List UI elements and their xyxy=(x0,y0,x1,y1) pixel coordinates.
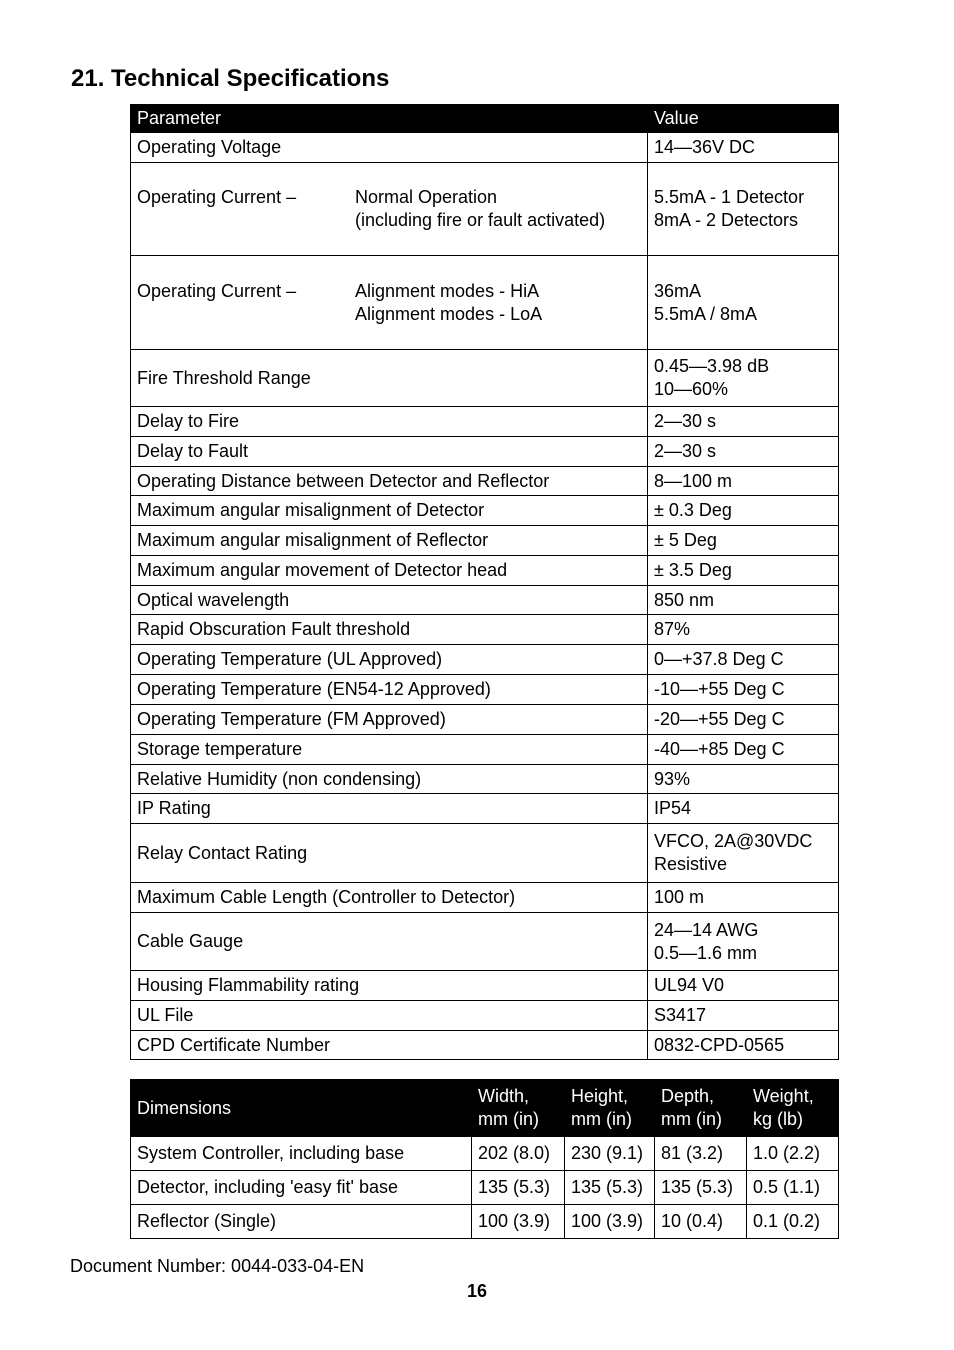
parameter-cell: Rapid Obscuration Fault threshold xyxy=(131,615,648,645)
header-width xyxy=(472,1080,565,1137)
parameter-label: Operating Current – xyxy=(137,187,297,207)
value-line: 5.5mA / 8mA xyxy=(654,303,758,324)
value-cell: 0—+37.8 Deg C xyxy=(648,645,839,675)
header-dimensions: Dimensions xyxy=(131,1080,472,1137)
parameter-cell: Fire Threshold Range xyxy=(131,350,648,407)
table-row xyxy=(131,971,839,1001)
table-row xyxy=(131,1137,839,1171)
mode-text xyxy=(355,280,542,326)
table-row-relay-contact xyxy=(131,824,839,883)
document-number: Document Number: 0044-033-04-EN xyxy=(70,1256,365,1276)
parameter-cell: Housing Flammability rating xyxy=(131,971,648,1001)
depth-cell: 10 (0.4) xyxy=(655,1205,747,1239)
value-cell: ± 3.5 Deg xyxy=(648,556,839,586)
value-cell: 850 nm xyxy=(648,586,839,615)
table-row xyxy=(131,437,839,467)
value-cell: -10—+55 Deg C xyxy=(648,675,839,705)
width-cell: 100 (3.9) xyxy=(472,1205,565,1239)
table-row xyxy=(131,586,839,615)
value-cell xyxy=(648,163,839,256)
width-cell: 135 (5.3) xyxy=(472,1171,565,1205)
value-cell xyxy=(648,256,839,350)
value-cell: 93% xyxy=(648,765,839,794)
parameter-label: Operating Current – xyxy=(137,280,297,301)
height-cell: 135 (5.3) xyxy=(565,1171,655,1205)
weight-cell: 1.0 (2.2) xyxy=(747,1137,839,1171)
parameter-cell: Maximum angular misalignment of Reflector xyxy=(131,526,648,556)
parameter-cell: Maximum Cable Length (Controller to Detector) xyxy=(131,883,648,913)
parameter-cell: Operating Temperature (EN54-12 Approved) xyxy=(131,675,648,705)
header-line: Weight, xyxy=(753,1086,814,1106)
table-row xyxy=(131,133,839,163)
value-cell: 2—30 s xyxy=(648,407,839,437)
page-number: 16 xyxy=(466,1281,488,1301)
header-line: Width, xyxy=(478,1086,530,1106)
value-cell: S3417 xyxy=(648,1001,839,1031)
header-line: Depth, xyxy=(661,1086,715,1106)
parameter-cell: Operating Voltage xyxy=(131,133,648,163)
mode-line: Alignment modes - HiA xyxy=(355,280,540,301)
parameter-cell: Operating Temperature (FM Approved) xyxy=(131,705,648,735)
weight-cell: 0.5 (1.1) xyxy=(747,1171,839,1205)
value-cell xyxy=(648,913,839,971)
parameter-cell: Operating Distance between Detector and Reflector xyxy=(131,467,648,496)
depth-cell: 135 (5.3) xyxy=(655,1171,747,1205)
mode-line: Normal Operation xyxy=(355,187,498,207)
parameter-cell: Storage temperature xyxy=(131,735,648,765)
table-row-operating-current-normal xyxy=(131,163,839,256)
table-row xyxy=(131,1205,839,1239)
header-line: mm (in) xyxy=(661,1109,722,1129)
table-row xyxy=(131,883,839,913)
table-row xyxy=(131,705,839,735)
item-cell: Detector, including 'easy fit' base xyxy=(131,1171,472,1205)
header-weight xyxy=(747,1080,839,1137)
value-line: Resistive xyxy=(654,854,728,874)
value-line: 10—60% xyxy=(654,379,729,399)
table-row xyxy=(131,675,839,705)
table-row xyxy=(131,1001,839,1031)
value-cell: 100 m xyxy=(648,883,839,913)
header-value: Value xyxy=(648,105,839,133)
value-cell xyxy=(648,824,839,883)
value-cell: 14—36V DC xyxy=(648,133,839,163)
value-line: 0.5—1.6 mm xyxy=(654,942,758,963)
header-line: mm (in) xyxy=(571,1109,632,1129)
table-row xyxy=(131,407,839,437)
height-cell: 100 (3.9) xyxy=(565,1205,655,1239)
dimensions-table xyxy=(130,1079,839,1239)
header-height xyxy=(565,1080,655,1137)
table-row xyxy=(131,615,839,645)
header-line: Height, xyxy=(571,1086,629,1106)
value-cell: IP54 xyxy=(648,794,839,824)
value-cell: ± 5 Deg xyxy=(648,526,839,556)
parameter-cell: Relay Contact Rating xyxy=(131,824,648,883)
height-cell: 230 (9.1) xyxy=(565,1137,655,1171)
item-cell: Reflector (Single) xyxy=(131,1205,472,1239)
table-row xyxy=(131,467,839,496)
table-row xyxy=(131,735,839,765)
value-line: 24—14 AWG xyxy=(654,919,759,940)
parameter-cell: Delay to Fire xyxy=(131,407,648,437)
value-cell: 0832-CPD-0565 xyxy=(648,1031,839,1060)
mode-line: (including fire or fault activated) xyxy=(355,210,606,230)
item-cell: System Controller, including base xyxy=(131,1137,472,1171)
table-header-row xyxy=(131,105,839,133)
technical-specifications-table xyxy=(130,104,839,1060)
header-line: kg (lb) xyxy=(753,1109,804,1129)
parameter-cell: UL File xyxy=(131,1001,648,1031)
depth-cell: 81 (3.2) xyxy=(655,1137,747,1171)
value-cell: -40—+85 Deg C xyxy=(648,735,839,765)
table-row xyxy=(131,1031,839,1060)
parameter-cell: Maximum angular misalignment of Detector xyxy=(131,496,648,526)
parameter-cell: Relative Humidity (non condensing) xyxy=(131,765,648,794)
parameter-cell: IP Rating xyxy=(131,794,648,824)
value-line: 36mA xyxy=(654,280,702,301)
table-row xyxy=(131,645,839,675)
parameter-cell: Cable Gauge xyxy=(131,913,648,971)
table-row xyxy=(131,794,839,824)
mode-line: Alignment modes - LoA xyxy=(355,303,543,324)
parameter-cell: Maximum angular movement of Detector head xyxy=(131,556,648,586)
header-depth xyxy=(655,1080,747,1137)
table-row xyxy=(131,526,839,556)
header-parameter: Parameter xyxy=(131,105,648,133)
weight-cell: 0.1 (0.2) xyxy=(747,1205,839,1239)
value-line: 8mA - 2 Detectors xyxy=(654,210,799,230)
parameter-cell: Delay to Fault xyxy=(131,437,648,467)
mode-text xyxy=(355,186,605,232)
table-header-row xyxy=(131,1080,839,1137)
width-cell: 202 (8.0) xyxy=(472,1137,565,1171)
value-cell: 8—100 m xyxy=(648,467,839,496)
parameter-cell: Operating Temperature (UL Approved) xyxy=(131,645,648,675)
table-row-operating-current-alignment xyxy=(131,256,839,350)
table-row xyxy=(131,765,839,794)
table-row xyxy=(131,556,839,586)
value-cell: 2—30 s xyxy=(648,437,839,467)
header-line: mm (in) xyxy=(478,1109,539,1129)
parameter-cell: Optical wavelength xyxy=(131,586,648,615)
value-cell: ± 0.3 Deg xyxy=(648,496,839,526)
value-cell: 87% xyxy=(648,615,839,645)
value-line: 0.45—3.98 dB xyxy=(654,356,770,376)
parameter-cell xyxy=(131,256,648,350)
parameter-cell: CPD Certificate Number xyxy=(131,1031,648,1060)
value-cell xyxy=(648,350,839,407)
value-line: 5.5mA - 1 Detector xyxy=(654,187,805,207)
value-line: VFCO, 2A@30VDC xyxy=(654,831,813,851)
page-title: 21. Technical Specifications xyxy=(71,65,390,92)
table-row-fire-threshold xyxy=(131,350,839,407)
table-row-cable-gauge xyxy=(131,913,839,971)
value-cell: UL94 V0 xyxy=(648,971,839,1001)
parameter-cell xyxy=(131,163,648,256)
table-row xyxy=(131,496,839,526)
value-cell: -20—+55 Deg C xyxy=(648,705,839,735)
table-row xyxy=(131,1171,839,1205)
